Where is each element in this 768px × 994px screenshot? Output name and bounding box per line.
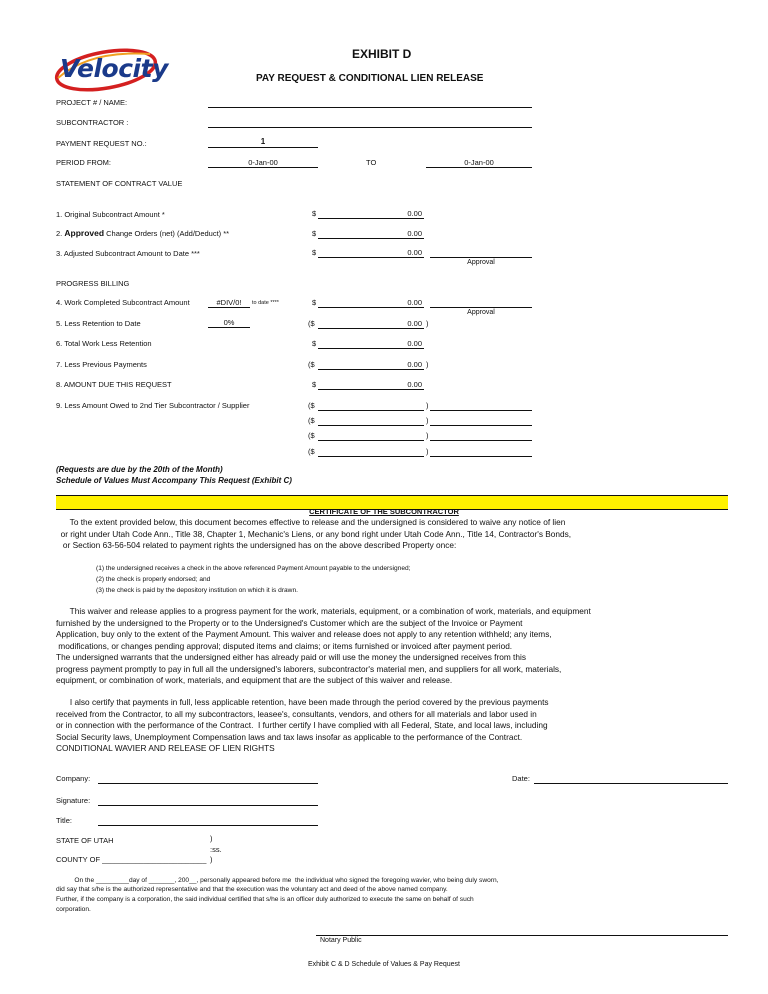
line2-underline	[318, 238, 424, 239]
note-due-date: (Requests are due by the 20th of the Month)	[56, 465, 223, 474]
payment-request-label: PAYMENT REQUEST NO.:	[56, 139, 147, 148]
line4-pct-line	[208, 307, 250, 308]
state-label: STATE OF UTAH	[56, 836, 114, 845]
notary-text-2: did say that s/he is the authorized representative and that the execution was the voluntary act and deed of the above named company.	[56, 886, 448, 893]
line6-dollar: $	[312, 339, 317, 348]
subcontractor-field[interactable]	[208, 127, 532, 128]
period-from-label: PERIOD FROM:	[56, 158, 112, 167]
notary-public-label: Notary Public	[320, 937, 362, 944]
line6-underline	[318, 348, 424, 349]
payment-request-line	[208, 147, 318, 148]
line3-value[interactable]: 0.00	[407, 248, 422, 257]
line4-label: 4. Work Completed Subcontract Amount	[56, 298, 190, 307]
line6-label: 6. Total Work Less Retention	[56, 339, 152, 348]
project-label: PROJECT # / NAME:	[56, 98, 128, 107]
approval2-line[interactable]	[430, 307, 532, 308]
line9-row4-close: )	[426, 447, 429, 456]
line2-dollar: $	[312, 229, 317, 238]
line7-underline	[318, 369, 424, 370]
line9-row3-paren: ($	[308, 431, 315, 440]
note-schedule: Schedule of Values Must Accompany This Request (Exhibit C)	[56, 476, 292, 485]
line9-row4-field[interactable]	[318, 456, 424, 457]
cert-waiver-7: equipment, or combination of work, materials, and equipment that are the subject of this waiver and release.	[56, 675, 453, 685]
line1-dollar: $	[312, 209, 317, 218]
line9-label: 9. Less Amount Owed to 2nd Tier Subcontractor / Supplier	[56, 401, 250, 410]
signature-label: Signature:	[56, 796, 91, 805]
line5-close-paren: )	[426, 319, 429, 328]
line2-value[interactable]: 0.00	[407, 229, 422, 238]
county-paren: )	[210, 855, 213, 864]
cert-waiver-5: The undersigned warrants that the undersigned either has already paid or will use the money the undersigned receives from this	[56, 652, 526, 662]
line9-row2-paren: ($	[308, 416, 315, 425]
line9-row3-field[interactable]	[318, 440, 424, 441]
signature-field[interactable]	[98, 805, 318, 806]
ss-label: :ss.	[210, 845, 222, 854]
cert-waiver-6: progress payment promptly to pay in full all the undersigned's laborers, subcontractor's material men, and suppliers for all work, materials,	[56, 664, 562, 674]
line9-row1-close: )	[426, 401, 429, 410]
cert-condition-2: (2) the check is properly endorsed; and	[96, 576, 211, 583]
line7-value[interactable]: 0.00	[407, 360, 422, 369]
line8-label: 8. AMOUNT DUE THIS REQUEST	[56, 380, 172, 389]
line1-underline	[318, 218, 424, 219]
line2-label	[56, 228, 229, 238]
to-label: TO	[366, 158, 377, 167]
page-title: PAY REQUEST & CONDITIONAL LIEN RELEASE	[256, 73, 484, 84]
page-footer: Exhibit C & D Schedule of Values & Pay Request	[307, 961, 460, 968]
cert-waiver-4: modifications, or changes pending approval; disputed items and claims; or items furnished or invoiced after payment period.	[56, 641, 513, 651]
line7-label: 7. Less Previous Payments	[56, 360, 147, 369]
cert-waiver-3: Application, buy only to the extent of the Payment Amount. This waiver and release does not apply to any retention withheld; any items,	[56, 629, 552, 639]
certificate-title: CERTIFICATE OF THE SUBCONTRACTOR	[309, 507, 459, 516]
line9-row1-paren: ($	[308, 401, 315, 410]
cert-certify-5: CONDITIONAL WAVIER AND RELEASE OF LIEN RIGHTS	[56, 743, 275, 753]
cert-certify-4: Social Security laws, Unemployment Compensation laws and tax laws insofar as applicable to the performance of the Contract.	[56, 732, 523, 742]
period-to-value[interactable]: 0-Jan-00	[464, 158, 494, 167]
line3-label: 3. Adjusted Subcontract Amount to Date ***	[56, 249, 200, 258]
line5-label: 5. Less Retention to Date	[56, 319, 141, 328]
line5-value[interactable]: 0.00	[407, 319, 422, 328]
line9-row1-extra[interactable]	[430, 410, 532, 411]
date-label: Date:	[512, 774, 530, 783]
line2-rest: Change Orders (net) (Add/Deduct) **	[106, 229, 230, 238]
line6-value[interactable]: 0.00	[407, 339, 422, 348]
line9-row4-paren: ($	[308, 447, 315, 456]
notary-text-1: On the _________day of _______, 200__, personally appeared before me the individual who signed the foregoing wavier, who being duly sworn,	[56, 877, 499, 884]
line1-value[interactable]: 0.00	[407, 209, 422, 218]
line5-pct-line	[208, 327, 250, 328]
cert-certify-2: received from the Contractor, to all my subcontractors, leasee's, consultants, vendors, and others for all materials and labor used in	[56, 709, 537, 719]
logo-text: Velocity	[60, 54, 168, 83]
period-from-line	[208, 167, 318, 168]
cert-waiver-1: This waiver and release applies to a progress payment for the work, materials, equipment, or a combination of work, materials, and equipment	[56, 606, 591, 616]
line9-row1-field[interactable]	[318, 410, 424, 411]
subcontractor-label: SUBCONTRACTOR :	[56, 118, 129, 127]
progress-billing-label: PROGRESS BILLING	[56, 279, 130, 288]
line3-dollar: $	[312, 248, 317, 257]
title-field[interactable]	[98, 825, 318, 826]
cert-condition-1: (1) the undersigned receives a check in the above referenced Payment Amount payable to the undersigned;	[96, 565, 411, 572]
cert-intro-1: To the extent provided below, this document becomes effective to release and the undersigned is considered to waive any notice of lien	[56, 517, 566, 527]
line3-underline	[318, 257, 424, 258]
cert-waiver-2: furnished by the undersigned to the Property or to the Undersigned's Customer which are the subject of the Invoice or Payment	[56, 618, 523, 628]
exhibit-title: EXHIBIT D	[352, 47, 412, 61]
line5-paren-dollar: ($	[308, 319, 315, 328]
cert-intro-3: or Section 63-56-504 related to payment rights the undersigned has on the above described Property once:	[56, 540, 457, 550]
line4-pct[interactable]: #DIV/0!	[216, 298, 242, 307]
payment-request-value[interactable]: 1	[260, 137, 266, 146]
notary-text-4: corporation.	[56, 906, 91, 913]
line1-label: 1. Original Subcontract Amount *	[56, 210, 165, 219]
line2-approved: Approved	[64, 228, 105, 238]
line5-underline	[318, 328, 424, 329]
line9-row3-close: )	[426, 431, 429, 440]
line7-paren-dollar: ($	[308, 360, 315, 369]
line4-suffix: to date ****	[252, 300, 279, 306]
notary-text-3: Further, if the company is a corporation, the said individual certified that s/he is an officer duly authorized to execute the same on behalf of such	[56, 896, 474, 903]
period-to-line	[426, 167, 532, 168]
line9-row2-extra[interactable]	[430, 425, 532, 426]
line8-value[interactable]: 0.00	[407, 380, 422, 389]
line9-row2-close: )	[426, 416, 429, 425]
county-label: COUNTY OF _________________________	[56, 855, 207, 864]
project-field[interactable]	[208, 107, 532, 108]
company-field[interactable]	[98, 783, 318, 784]
cert-intro-2: or right under Utah Code Ann., Title 38, Chapter 1, Mechanic's Liens, or any bond right under Utah Code Ann., Title 14, Contractor's Bonds,	[56, 529, 572, 539]
title-label: Title:	[56, 816, 72, 825]
line9-row4-extra[interactable]	[430, 456, 532, 457]
statement-label: STATEMENT OF CONTRACT VALUE	[56, 179, 183, 188]
state-paren: )	[210, 834, 213, 843]
cert-condition-3: (3) the check is paid by the depository institution on which it is drawn.	[96, 587, 298, 594]
line7-close-paren: )	[426, 360, 429, 369]
cert-certify-3: or in connection with the performance of the Contract. I further certify I have complied with all Federal, State, and local laws, including	[56, 720, 548, 730]
date-field[interactable]	[534, 783, 728, 784]
line4-value[interactable]: 0.00	[407, 298, 422, 307]
notary-signature-line[interactable]	[316, 935, 728, 936]
company-label: Company:	[56, 774, 91, 783]
line4-underline	[318, 307, 424, 308]
line9-row2-field[interactable]	[318, 425, 424, 426]
approval1-label: Approval	[467, 259, 495, 266]
line4-dollar: $	[312, 298, 317, 307]
period-from-value[interactable]: 0-Jan-00	[248, 158, 278, 167]
approval1-line[interactable]	[430, 257, 532, 258]
approval2-label: Approval	[467, 309, 495, 316]
line2-number: 2.	[56, 229, 63, 238]
velocity-logo	[50, 44, 170, 92]
line9-row3-extra[interactable]	[430, 440, 532, 441]
cert-certify-1: I also certify that payments in full, less applicable retention, have been made through the period covered by the previous payments	[56, 697, 549, 707]
line5-pct[interactable]: 0%	[223, 318, 235, 327]
line8-dollar: $	[312, 380, 317, 389]
line8-underline	[318, 389, 424, 390]
